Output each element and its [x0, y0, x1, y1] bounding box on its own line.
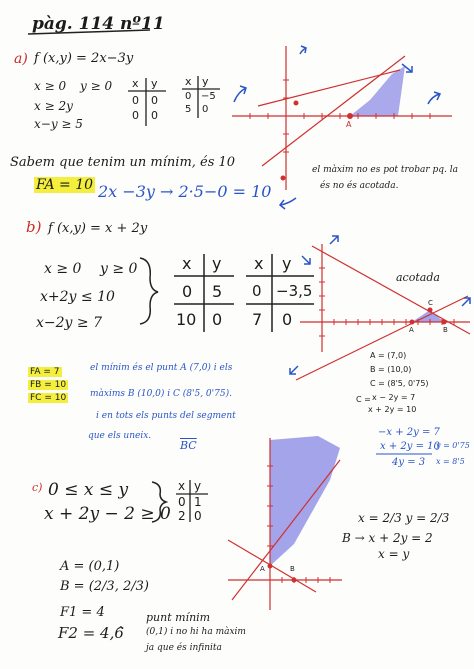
system-eq: x − 2y = 7	[372, 393, 416, 402]
min-note: punt mínim	[146, 611, 211, 624]
system-label: C =	[356, 395, 371, 404]
min-note: ja que és infinita	[146, 643, 222, 653]
table-header: x	[254, 254, 264, 273]
point-label: A	[409, 326, 414, 334]
table-header: x	[182, 254, 192, 273]
table-header: y	[151, 77, 158, 90]
constraint: y ≥ 0	[80, 79, 113, 93]
table-cell: 5	[212, 282, 223, 301]
point-coord: A = (0,1)	[60, 559, 120, 574]
point-a-label: A	[346, 120, 352, 129]
calc-line: −x + 2y = 7	[378, 427, 440, 438]
table-cell: 1	[194, 495, 202, 509]
table-header: y	[194, 479, 202, 493]
table-cell: 0	[282, 310, 293, 329]
constraint: y ≥ 0	[100, 261, 138, 277]
constraint: x ≥ 0	[34, 79, 67, 93]
constraint: x−y ≥ 5	[34, 117, 83, 131]
table-cell: 0	[202, 104, 209, 115]
note-line: és no és acotada.	[320, 181, 399, 191]
table-header: y	[282, 254, 292, 273]
table-cell: 0	[151, 94, 158, 107]
constraint: x ≥ 2y	[34, 99, 73, 113]
segment-label: $\overline{BC}$	[180, 439, 197, 452]
point-coord: B = (10,0)	[370, 365, 412, 374]
part-b-label: b)	[26, 218, 42, 236]
table-cell: 0	[194, 509, 202, 523]
f-value: F2 = 4,6̂	[58, 624, 124, 642]
table-cell: −3,5	[276, 282, 313, 300]
conclusion-line: que els uneix.	[88, 431, 152, 441]
table-cell: 0	[132, 109, 139, 122]
system-eq: x + 2y = 10	[368, 405, 417, 414]
calc-line: y = 0'75	[436, 441, 470, 450]
fa-value: FA = 10	[36, 177, 94, 193]
f-value: FB = 10	[30, 380, 67, 390]
conclusion-line: i en tots els punts del segment	[96, 411, 236, 421]
note-line: el màxim no es pot trobar pq. la	[312, 165, 458, 175]
calc-line: x = 8'5	[436, 457, 465, 466]
min-note: (0,1) i no hi ha màxim	[146, 627, 246, 637]
point-label: C	[428, 299, 433, 307]
point-label: A	[260, 565, 265, 573]
constraint: 0 ≤ x ≤ y	[48, 480, 129, 500]
table-header: x	[132, 77, 139, 90]
constraint: x + 2y − 2 ≥ 0	[44, 504, 171, 524]
point-coord: B = (2/3, 2/3)	[60, 579, 149, 594]
table-header: y	[212, 254, 222, 273]
conclusion-line: màxims B (10,0) i C (8'5, 0'75).	[90, 389, 232, 399]
point-coord: C = (8'5, 0'75)	[370, 379, 429, 388]
table-cell: 7	[252, 310, 263, 329]
table-cell: −5	[201, 91, 216, 102]
calculation: 2x −3y → 2·5−0 = 10	[98, 182, 272, 201]
page-title: pàg. 114 nº11	[32, 14, 165, 34]
constraint: x+2y ≤ 10	[40, 289, 115, 305]
constraint: x ≥ 0	[44, 261, 82, 277]
part-a-label: a)	[14, 51, 28, 67]
table-cell: 5	[185, 104, 192, 115]
point-coord: A = (7,0)	[370, 351, 407, 360]
f-value: FA = 7	[30, 367, 60, 377]
table-cell: 0	[132, 94, 139, 107]
f-value: FC = 10	[30, 393, 67, 403]
constraint: x−2y ≥ 7	[36, 315, 102, 331]
calc-line: 4y = 3	[392, 457, 426, 468]
solve-line: B → x + 2y = 2	[342, 531, 433, 545]
conclusion-line: el mínim és el punt A (7,0) i els	[90, 363, 233, 373]
calc-line: x + 2y = 10	[380, 441, 440, 452]
table-cell: 0	[182, 282, 193, 301]
feasible-region	[270, 436, 340, 566]
solve-line: x = y	[378, 547, 410, 561]
table-header: x	[178, 479, 186, 493]
point-label: B	[290, 565, 295, 573]
part-a-function: f (x,y) = 2x−3y	[34, 51, 134, 66]
table-header: y	[202, 75, 209, 88]
f-value: F1 = 4	[60, 605, 105, 620]
table-cell: 0	[178, 495, 186, 509]
graph-label-acotada: acotada	[396, 271, 440, 284]
table-cell: 0	[151, 109, 158, 122]
table-cell: 0	[185, 91, 192, 102]
table-header: x	[185, 75, 192, 88]
table-cell: 0	[252, 282, 262, 300]
min-statement: Sabem que tenim un mínim, és 10	[10, 155, 236, 170]
table-cell: 2	[178, 509, 186, 523]
point-label: B	[443, 326, 448, 334]
table-cell: 0	[212, 310, 223, 329]
part-b-function: f (x,y) = x + 2y	[48, 221, 148, 236]
solve-line: x = 2/3 y = 2/3	[358, 511, 450, 525]
table-cell: 10	[176, 310, 197, 329]
part-c-label: c)	[32, 481, 43, 494]
